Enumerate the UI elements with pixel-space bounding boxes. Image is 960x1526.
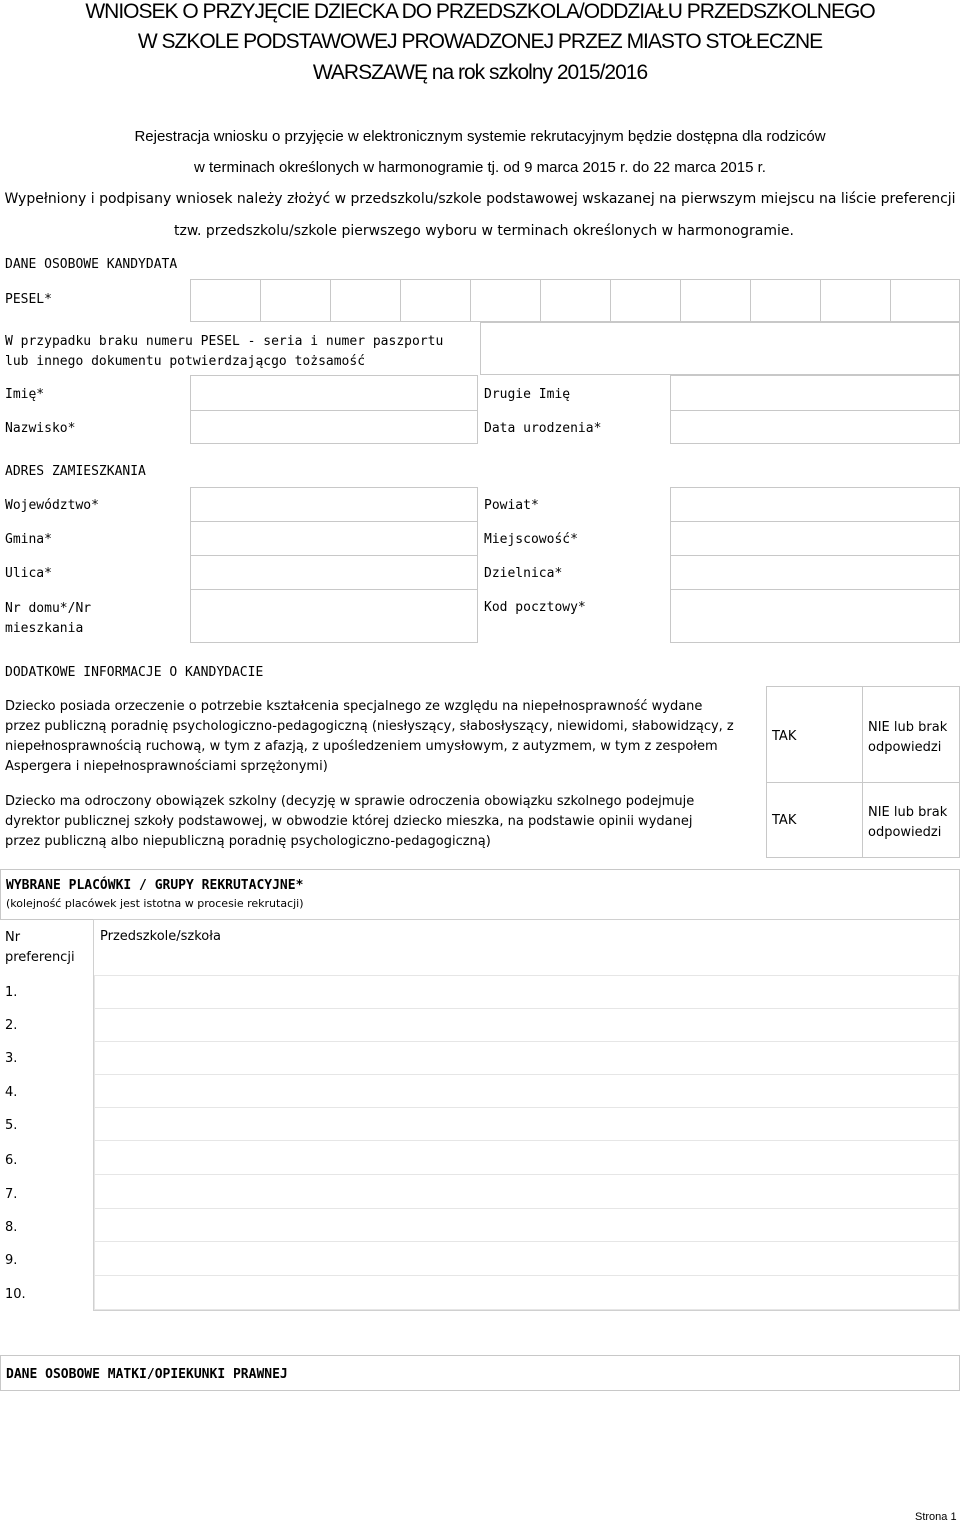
special-education-yes-option[interactable] — [766, 686, 863, 783]
additional-info-section-title: DODATKOWE INFORMACJE O KANDYDACIE — [5, 665, 264, 680]
mother-section-title: DANE OSOBOWE MATKI/OPIEKUNKI PRAWNEJ — [6, 1367, 288, 1382]
locality-label: Miejscowość* — [484, 532, 578, 547]
deferred-schooling-question — [5, 792, 694, 852]
page-number: Strona 1 — [915, 1511, 957, 1523]
street-input[interactable] — [190, 555, 478, 590]
house-number-label-line-1: Nr domu*/Nr — [5, 601, 92, 616]
mother-section-box — [0, 1355, 960, 1391]
preferences-header-box — [0, 869, 960, 920]
surname-label: Nazwisko* — [5, 421, 76, 436]
deferred-schooling-yes-option[interactable] — [766, 782, 863, 858]
special-education-line-1: Dziecko posiada orzeczenie o potrzebie kształcenia specjalnego ze względu na niepełnosprawność wydane — [5, 699, 703, 714]
passport-label-line-2: lub innego dokumentu potwierdzającgo tożsamość — [5, 354, 366, 369]
deferred-schooling-no-line-1: NIE lub brak — [868, 805, 948, 820]
preference-row-7: 7. — [5, 1187, 18, 1202]
preference-number-header — [5, 928, 75, 968]
second-name-input[interactable] — [670, 375, 960, 411]
district-label: Dzielnica* — [484, 566, 563, 581]
passport-label — [5, 332, 443, 372]
preference-number-header-line-2: preferencji — [5, 950, 75, 965]
pesel-digit-10[interactable] — [820, 279, 892, 322]
surname-input[interactable] — [190, 410, 478, 444]
preference-row-7-input[interactable] — [94, 1174, 959, 1209]
preferences-section-title: WYBRANE PLACÓWKI / GRUPY REKRUTACYJNE* — [6, 878, 304, 893]
deferred-schooling-line-3: przez publiczną albo niepubliczną poradnię psychologiczno-pedagogiczną) — [5, 834, 491, 849]
birth-date-input[interactable] — [670, 410, 960, 444]
preference-row-2: 2. — [5, 1018, 18, 1033]
house-number-label-line-2: mieszkania — [5, 621, 84, 636]
pesel-digit-6[interactable] — [540, 279, 612, 322]
preference-row-4: 4. — [5, 1085, 18, 1100]
intro-line-1: Rejestracja wniosku o przyjęcie w elektronicznym systemie rekrutacyjnym będzie dostępna dla rodziców — [134, 128, 826, 145]
form-title-line-2: W SZKOLE PODSTAWOWEJ PROWADZONEJ PRZEZ MIASTO STOŁECZNE — [137, 30, 823, 53]
preference-row-9-input[interactable] — [94, 1241, 959, 1276]
form-title-line-1: WNIOSEK O PRZYJĘCIE DZIECKA DO PRZEDSZKOLA/ODDZIAŁU PRZEDSZKOLNEGO — [85, 0, 875, 23]
preference-row-5: 5. — [5, 1118, 18, 1133]
preference-row-3-input[interactable] — [94, 1041, 959, 1075]
candidate-section-title: DANE OSOBOWE KANDYDATA — [5, 257, 178, 272]
deferred-schooling-no-label — [868, 803, 947, 843]
deferred-schooling-no-line-2: odpowiedzi — [868, 825, 942, 840]
deferred-schooling-line-1: Dziecko ma odroczony obowiązek szkolny (decyzję w sprawie odroczenia obowiązku szkolnego podejmuje — [5, 794, 695, 809]
preference-row-8-input[interactable] — [94, 1208, 959, 1242]
preference-row-10-input[interactable] — [94, 1275, 959, 1310]
commune-label: Gmina* — [5, 532, 52, 547]
first-name-label: Imię* — [5, 387, 45, 402]
pesel-digit-11[interactable] — [890, 279, 960, 322]
birth-date-label: Data urodzenia* — [484, 421, 602, 436]
pesel-digit-8[interactable] — [680, 279, 752, 322]
voivodeship-input[interactable] — [190, 487, 478, 522]
district-input[interactable] — [670, 555, 960, 590]
special-education-no-label — [868, 718, 947, 758]
preference-row-6-input[interactable] — [94, 1140, 959, 1175]
house-number-label — [5, 599, 91, 639]
preferences-subtitle: (kolejność placówek jest istotna w procesie rekrutacji) — [6, 897, 304, 910]
preference-row-9: 9. — [5, 1253, 18, 1268]
preference-row-2-input[interactable] — [94, 1008, 959, 1042]
special-education-line-4: Aspergera i niepełnosprawnościami sprzężonymi) — [5, 759, 328, 774]
form-title-line-3: WARSZAWĘ na rok szkolny 2015/2016 — [312, 61, 648, 84]
intro-line-4: tzw. przedszkolu/szkole pierwszego wyboru w terminach określonych w harmonogramie. — [174, 223, 794, 239]
pesel-digit-9[interactable] — [750, 279, 822, 322]
commune-input[interactable] — [190, 521, 478, 556]
special-education-no-line-1: NIE lub brak — [868, 720, 948, 735]
first-name-input[interactable] — [190, 375, 478, 411]
street-label: Ulica* — [5, 566, 52, 581]
special-education-line-2: przez publiczną poradnię psychologiczno-pedagogiczną (niesłyszący, słabosłyszący, niewidomi, słabowidzący, z — [5, 719, 734, 734]
deferred-schooling-no-option[interactable] — [862, 782, 960, 858]
passport-number-input[interactable] — [480, 322, 960, 375]
passport-label-line-1: W przypadku braku numeru PESEL - seria i numer paszportu — [5, 334, 444, 349]
pesel-digit-3[interactable] — [330, 279, 402, 322]
special-education-yes-label: TAK — [772, 729, 797, 744]
preference-row-10: 10. — [5, 1287, 26, 1302]
pesel-digit-7[interactable] — [610, 279, 682, 322]
postal-code-input[interactable] — [670, 589, 960, 643]
postal-code-label: Kod pocztowy* — [484, 600, 586, 615]
house-number-input[interactable] — [190, 589, 478, 643]
school-column-header: Przedszkole/szkoła — [100, 929, 221, 944]
special-education-question — [5, 697, 734, 777]
deferred-schooling-yes-label: TAK — [772, 813, 797, 828]
pesel-input[interactable] — [190, 279, 960, 322]
address-section-title: ADRES ZAMIESZKANIA — [5, 464, 146, 479]
pesel-label: PESEL* — [5, 292, 52, 307]
county-input[interactable] — [670, 487, 960, 522]
preference-row-1-input[interactable] — [94, 975, 959, 1009]
preference-row-3: 3. — [5, 1051, 18, 1066]
intro-line-2: w terminach określonych w harmonogramie tj. od 9 marca 2015 r. do 22 marca 2015 r. — [194, 159, 766, 176]
special-education-line-3: niepełnosprawnością ruchową, w tym z afazją, z upośledzeniem umysłowym, z autyzmem, w tym z zespołem — [5, 739, 718, 754]
preference-row-5-input[interactable] — [94, 1107, 959, 1141]
special-education-no-option[interactable] — [862, 686, 960, 783]
county-label: Powiat* — [484, 498, 539, 513]
preference-row-8: 8. — [5, 1220, 18, 1235]
preference-row-6: 6. — [5, 1153, 18, 1168]
intro-line-3: Wypełniony i podpisany wniosek należy złożyć w przedszkolu/szkole podstawowej wskazanej na pierwszym miejscu na liście preferencji — [4, 191, 956, 207]
pesel-digit-4[interactable] — [400, 279, 472, 322]
second-name-label: Drugie Imię — [484, 387, 571, 402]
preference-row-4-input[interactable] — [94, 1074, 959, 1108]
special-education-no-line-2: odpowiedzi — [868, 740, 942, 755]
pesel-digit-2[interactable] — [260, 279, 332, 322]
pesel-digit-1[interactable] — [190, 279, 262, 322]
preference-number-header-line-1: Nr — [5, 930, 21, 945]
preference-row-1: 1. — [5, 985, 18, 1000]
pesel-digit-5[interactable] — [470, 279, 542, 322]
voivodeship-label: Województwo* — [5, 498, 99, 513]
locality-input[interactable] — [670, 521, 960, 556]
deferred-schooling-line-2: dyrektor publicznej szkoły podstawowej, w obwodzie której dziecko mieszka, na podstawie opinii wydanej — [5, 814, 693, 829]
